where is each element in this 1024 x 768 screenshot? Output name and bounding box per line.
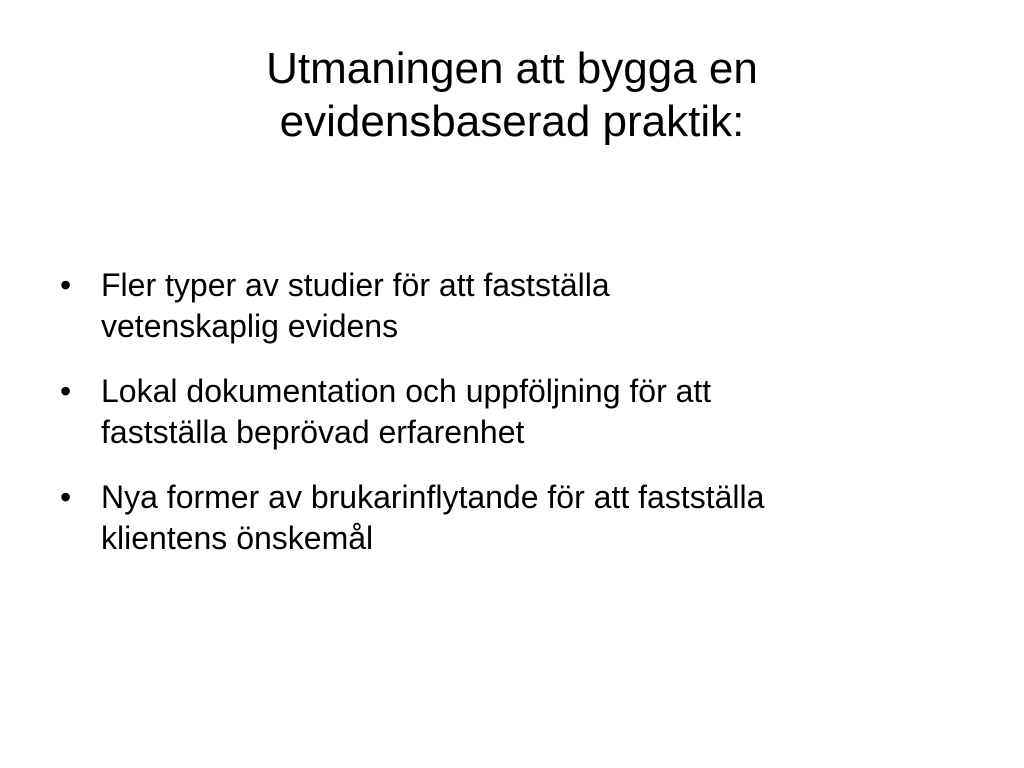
bullet-item <box>60 265 960 347</box>
bullet-marker: • <box>60 267 72 303</box>
bullet-item <box>60 477 960 559</box>
bullet-text-line: fastställa beprövad erfarenhet <box>101 414 525 450</box>
bullet-text-line: Fler typer av studier för att fastställa <box>101 267 610 303</box>
title-line: evidensbaserad praktik: <box>279 97 745 146</box>
bullet-text-line: klientens önskemål <box>101 520 374 556</box>
bullet-item <box>60 371 960 453</box>
bullet-marker: • <box>60 373 72 409</box>
bullet-marker: • <box>60 479 72 515</box>
slide-title <box>112 42 912 148</box>
bullet-text-line: Nya former av brukarinflytande för att fastställa <box>101 479 765 515</box>
title-line: Utmaningen att bygga en <box>266 44 758 93</box>
bullet-list <box>60 265 960 583</box>
bullet-text-line: vetenskaplig evidens <box>101 308 399 344</box>
bullet-text-line: Lokal dokumentation och uppföljning för att <box>101 373 712 409</box>
